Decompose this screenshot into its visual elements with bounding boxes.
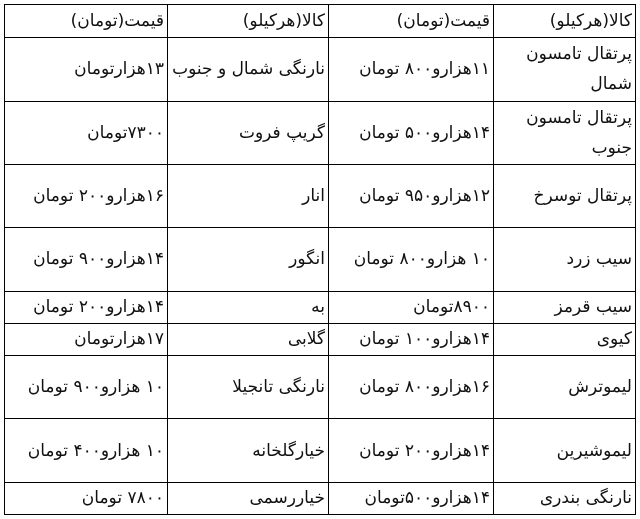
price-cell — [329, 356, 494, 419]
header-price — [329, 5, 494, 38]
product-price: ۷۳۰۰تومان — [87, 122, 164, 143]
product-price: ۱۰ هزارو۴۰۰ تومان — [27, 440, 164, 461]
product-price: ۱۴هزارو۵۰۰ تومان — [359, 122, 490, 143]
product-name: به — [311, 297, 325, 318]
product-name: پرتقال تامسون شمال — [526, 44, 632, 95]
price-cell — [5, 101, 168, 164]
header-price-text: قیمت(تومان) — [70, 11, 164, 32]
product-cell — [168, 482, 329, 514]
product-price: ۱۱هزارو۸۰۰ تومان — [359, 59, 490, 80]
header-product — [168, 5, 329, 38]
product-name: سیب زرد — [566, 249, 632, 270]
table-row — [5, 291, 636, 323]
product-price: ۱۴هزارو۲۰۰ تومان — [359, 440, 490, 461]
price-cell — [5, 419, 168, 482]
product-cell — [168, 419, 329, 482]
product-price: ۷۸۰۰ تومان — [81, 488, 164, 509]
price-cell — [5, 482, 168, 514]
product-price: ۱۲هزارو۹۵۰ تومان — [359, 186, 490, 207]
product-cell — [494, 291, 636, 323]
price-cell — [329, 482, 494, 514]
table-row — [5, 38, 636, 101]
product-cell — [168, 228, 329, 291]
product-name: سیب قرمز — [554, 297, 632, 318]
product-price: ۱۴هزارو۹۰۰ تومان — [33, 249, 164, 270]
price-cell — [329, 323, 494, 355]
price-cell — [329, 228, 494, 291]
price-cell — [329, 291, 494, 323]
product-price: ۱۰ هزارو۸۰۰ تومان — [353, 249, 490, 270]
product-name: انار — [302, 186, 325, 207]
header-product-text: کالا(هرکیلو) — [549, 11, 632, 32]
product-cell — [494, 38, 636, 101]
product-name: انگور — [289, 249, 325, 270]
product-cell — [168, 101, 329, 164]
product-name: نارنگی شمال و جنوب — [172, 59, 325, 80]
product-name: گریپ فروت — [238, 122, 325, 143]
table-row — [5, 228, 636, 291]
product-price: ۱۴هزارو۱۰۰ تومان — [359, 329, 490, 350]
price-cell — [5, 291, 168, 323]
product-price: ۱۶هزارو۸۰۰ تومان — [359, 377, 490, 398]
product-name: پرتقال تامسون جنوب — [526, 107, 632, 158]
product-cell — [168, 164, 329, 227]
header-price-text: قیمت(تومان) — [396, 11, 490, 32]
product-cell — [494, 101, 636, 164]
product-cell — [168, 291, 329, 323]
price-cell — [5, 164, 168, 227]
product-name: لیموشیرین — [556, 440, 632, 461]
product-price: ۱۴هزارو۲۰۰ تومان — [33, 297, 164, 318]
table-row — [5, 323, 636, 355]
product-name: لیموترش — [568, 377, 632, 398]
product-cell — [168, 38, 329, 101]
table-row — [5, 101, 636, 164]
product-price: ۸۹۰۰تومان — [413, 297, 490, 318]
product-cell — [494, 356, 636, 419]
product-name: نارنگی بندری — [539, 488, 632, 509]
product-name: خیارگلخانه — [252, 440, 325, 461]
price-table — [4, 4, 636, 515]
product-price: ۱۶هزارو۲۰۰ تومان — [33, 186, 164, 207]
price-cell — [329, 101, 494, 164]
price-cell — [329, 164, 494, 227]
header-product — [494, 5, 636, 38]
price-cell — [5, 323, 168, 355]
product-cell — [494, 228, 636, 291]
product-cell — [494, 419, 636, 482]
product-name: پرتقال توسرخ — [533, 186, 632, 207]
table-row — [5, 419, 636, 482]
table-row — [5, 356, 636, 419]
product-price: ۱۷هزارتومان — [74, 329, 164, 350]
table-row — [5, 482, 636, 514]
price-cell — [5, 356, 168, 419]
product-cell — [168, 323, 329, 355]
product-price: ۱۰ هزارو۹۰۰ تومان — [27, 377, 164, 398]
price-cell — [329, 38, 494, 101]
product-price: ۱۳هزارتومان — [74, 59, 164, 80]
product-price: ۱۴هزارو۵۰۰تومان — [364, 488, 490, 509]
product-cell — [168, 356, 329, 419]
price-cell — [329, 419, 494, 482]
product-cell — [494, 164, 636, 227]
product-name: خیاررسمی — [249, 488, 325, 509]
product-name: گلابی — [287, 329, 325, 350]
header-price — [5, 5, 168, 38]
price-cell — [5, 38, 168, 101]
header-row — [5, 5, 636, 38]
product-cell — [494, 323, 636, 355]
product-cell — [494, 482, 636, 514]
header-product-text: کالا(هرکیلو) — [242, 11, 325, 32]
product-name: نارنگی تانجیلا — [232, 377, 325, 398]
product-name: کیوی — [596, 329, 632, 350]
table-row — [5, 164, 636, 227]
price-cell — [5, 228, 168, 291]
